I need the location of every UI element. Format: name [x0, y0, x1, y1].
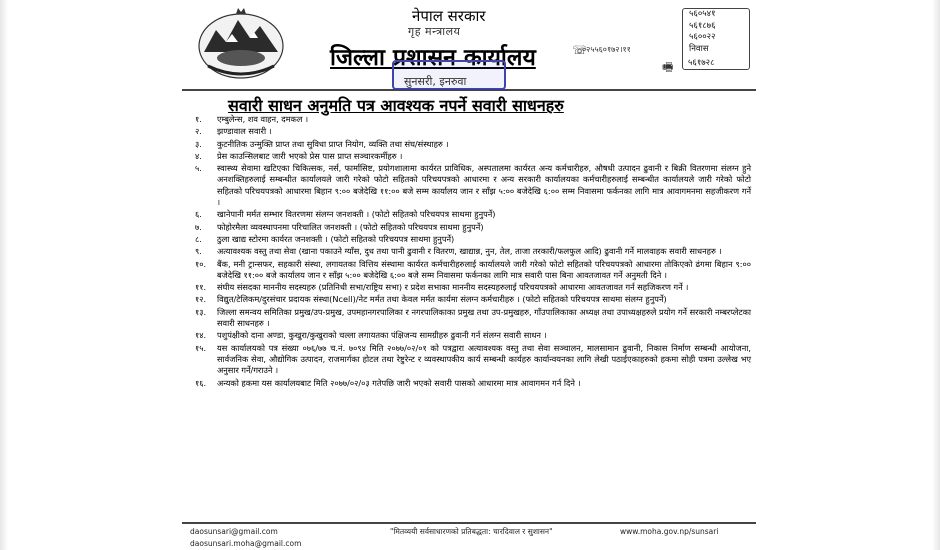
phone-number: ५६०५४१: [689, 9, 716, 19]
list-item: १. एम्बुलेन्स, शव वाहन, दमकल ।: [195, 114, 309, 124]
page-edge-shadow-right: [932, 0, 940, 550]
footer-email-secondary: daosunsari.moha@gmail.com: [190, 539, 302, 548]
list-item: १३. जिल्ला समन्वय समितिका प्रमुख/उप-प्रमुख, उपमहानगरपालिका र नगरपालिकाका प्रमुख तथा उप-प्रमुखहरु, गाँउपालिकाका अध्यक्ष तथा उपाध्यक्षहरुले प्रयोग गर्ने सरकारी नम्बरप्लेटका सवारी साधनहरु ।: [195, 306, 751, 329]
page-edge-shadow-left: [0, 0, 8, 550]
header-divider: [182, 89, 756, 91]
fax-icon: 🖷: [662, 60, 674, 74]
footer-divider: [182, 522, 756, 524]
phone-icon: ☏: [572, 43, 588, 57]
residence-label: निवास: [689, 43, 709, 54]
reference-number: ०२५५६०१७२।११: [582, 45, 631, 54]
list-item: ४. प्रेस काउन्सिलबाट जारी भएको प्रेस पास प्राप्त सञ्चारकर्मीहरु ।: [195, 150, 403, 161]
list-item: ९. अत्यावश्यक वस्तु तथा सेवा (खाना पकाउने ग्याँस, दुध तथा पानी ढुवानी र वितरण, खाद्यान्न, नुन, तेल, ताजा तरकारी/फलफुल आदि) ढुवानी गर्ने मालवाहक सवारी साधनहरु ।: [195, 246, 722, 257]
list-item: ५. स्वास्थ्य सेवामा खटिएका चिकित्सक, नर्स, फार्मासिष्ट, प्रयोगशालामा कार्यरत प्राविधिक, अस्पतालमा कार्यरत अन्य कर्मचारीहरु, औषधी उत्पादन ढुवानी र बिक्री वितरणमा संलग्न हुने अनशक्तिहरुलाई सम्बन्धीत कार्यालयले जारी गरेको फोटो सहितको परिचयपत्रको आधारमा र अन्य सरकारी कार्यालयका कर्मचारीहरुलाई सम्बन्धीत कार्यालयले जारी गरेको फोटो सहितको परिचयपत्रको आधारमा बिहान ९:०० बजेदेखि ११:०० बजे सम्म कार्यालय जान र साँझ ५:०० बजेदेखि ६:०० सम्म निवासमा फर्कनका लागि मात्र आवागमनमा सहजीकरण गर्ने ।: [195, 163, 751, 208]
document-heading: सवारी साधन अनुमति पत्र आवश्यक नपर्ने सवारी साधनहरु: [228, 96, 564, 115]
footer-email: daosunsari@gmail.com: [190, 527, 278, 536]
phone-number: ५६००२२: [689, 32, 716, 43]
list-item: १२. विद्युत/टेलिकम/दुरसंचार प्रदायक संस्था(Ncell)/नेट मर्मत तथा केवल मर्मत कार्यमा संलग्न कर्मचारीहरु । (फोटो सहितको परिचयपत्र साथमा संलग्न हुनुपर्ने): [195, 294, 667, 305]
government-name: नेपाल सरकार: [412, 7, 486, 25]
footer-slogan: "मितव्ययी सर्वसाधारणको प्रतिबद्धता: चारदिवाल र सुशासन": [390, 527, 553, 536]
office-location: सुनसरी, इनरुवा: [404, 75, 467, 88]
list-item: १५. यस कार्यालयको पत्र संख्या ०७६/७७ च.नं. ७०९४ मिति २०७७/०२/०१ को पत्रद्वारा अत्यावश्यक वस्तु तथा सेवा सञ्चालन, मालसामान ढुवानी, निकास निर्माण सम्बन्धी आयोजना, सार्वजनिक सेवा, औद्योगिक उत्पादन, राजमार्गका होटल तथा रेष्टुरेन्ट र व्यवस्थापकीय कार्य सम्बन्धी कार्यहरु कार्यान्वयनका लागि लेखी पठाईएकाहरुको हकमा सोही पत्रमा उल्लेख भए अनुसार गर्ने/गराउने ।: [195, 342, 751, 376]
emblem-icon: [196, 8, 286, 80]
phone-number: ५६१८७६: [689, 20, 716, 31]
list-item: ६. खानेपानी मर्मत सम्भार वितरणमा संलग्न जनशक्ती । (फोटो सहितको परिचयपत्र साथमा हुनुपर्ने): [195, 209, 496, 220]
ministry-name: गृह मन्त्रालय: [408, 25, 461, 38]
office-name: जिल्ला प्रशासन कार्यालय: [330, 45, 536, 71]
vehicle-list: [195, 114, 751, 390]
residence-phone: ५६१७२८: [688, 58, 715, 68]
footer-website: www.moha.gov.np/sunsari: [620, 527, 719, 536]
list-item: ३. कुटनीतिक उन्मुक्ति प्राप्त तथा सुविधा प्राप्त नियोग, व्यक्ति तथा संघ/संस्थाहरु ।: [195, 138, 449, 149]
list-item: १६. अन्यको हकमा यस कार्यालयबाट मिति २०७७/०२/०३ गतेपछि जारी भएको सवारी पासको आधारमा मात्र आवागमन गर्न दिने ।: [195, 377, 581, 388]
list-item: ८. ठुला खाद्य स्टोरमा कार्यरत जनशक्ती । (फोटो सहितको परिचयपत्र साथमा हुनुपर्ने): [195, 233, 455, 244]
list-item: १०. बैंक, मनी ट्रान्सफर, सहकारी संस्था, लगायतका वित्तिय संस्थामा कार्यरत कर्मचारीहरुलाई कार्यालयले जारी गरेको फोटो सहितको परिचयपत्रको आधारमा तोकिएको ढंगमा बिहान ९:०० बजेदेखि ११:०० बजे कार्यालय जान र साँझ ५:०० बजेदेखि ६:०० बजे सम्म निवासमा फर्कनका लागि मात्र सवारी पास बिना आवतजावत गर्ने अनुमती दिने ।: [195, 258, 751, 280]
list-item: २. झण्डावाल सवारी ।: [195, 126, 272, 137]
list-item: ७. फोहोरमैला व्यवस्थापनमा परिचालित जनशक्ती । (फोटो सहितको परिचयपत्र साथमा हुनुपर्ने): [195, 221, 484, 232]
list-item: ११. संघीय संसदका माननीय सदस्यहरु (प्रतिनिधी सभा/राष्ट्रिय सभा) र प्रदेश सभाका माननीय सदस्यहरुलाई परिचयपत्रको आधारमा आवतजावत गर्न सहजिकरण गर्ने ।: [195, 282, 689, 293]
list-item: १४. पशुपंक्षीको दाना अण्डा, कुखुरा/कुखुराको चल्ला लगायतका पंक्षिजन्य सामग्रीहरु ढुवानी गर्न संलग्न सवारी साधन ।: [195, 330, 547, 341]
